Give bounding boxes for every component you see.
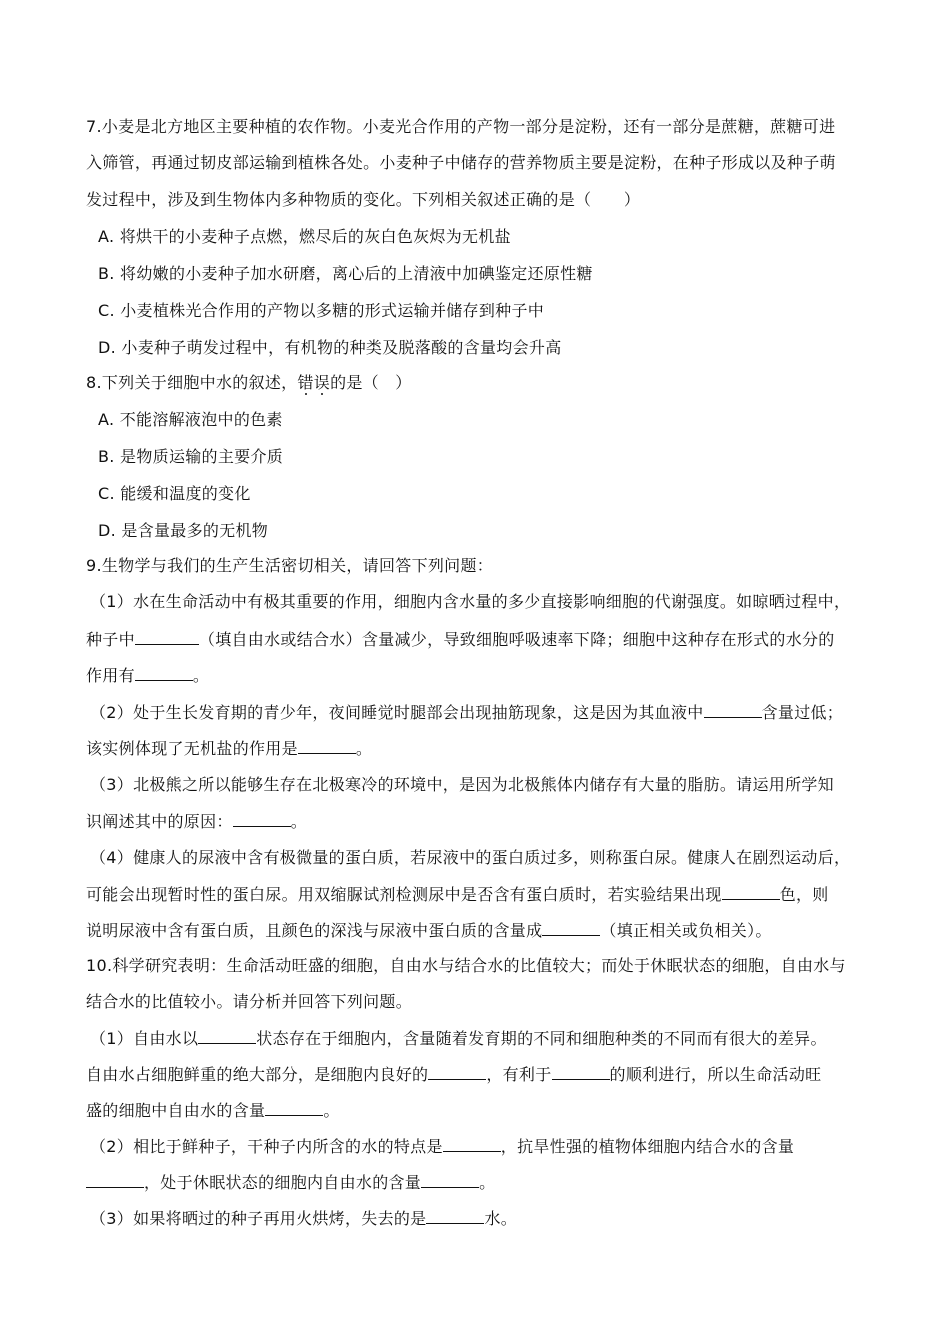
q10-stem-line-1: 10.科学研究表明：生命活动旺盛的细胞，自由水与结合水的比值较大；而处于休眠状态的细胞，自由水与 [86, 956, 846, 975]
answer-blank[interactable] [135, 665, 193, 681]
q8-option-d: D. 是含量最多的无机物 [98, 521, 269, 540]
q7-stem-line-2: 入筛管，再通过韧皮部运输到植株各处。小麦种子中储存的营养物质主要是淀粉，在种子形成以及种子萌 [86, 153, 836, 172]
q9-part4-line-3: 说明尿液中含有蛋白质，且颜色的深浅与尿液中蛋白质的含量成 （填正相关或负相关）。 [86, 921, 772, 940]
q10-part1-line-1: （1）自由水以 状态存在于细胞内，含量随着发育期的不同和细胞种类的不同而有很大的差异。 [90, 1029, 827, 1048]
answer-blank[interactable] [552, 1064, 610, 1080]
q10-stem-line-2: 结合水的比值较小。请分析并回答下列问题。 [86, 992, 413, 1011]
q9-part3-line-2: 识阐述其中的原因： 。 [86, 812, 308, 831]
q8-stem-emphasis: 错误 [297, 373, 330, 392]
answer-blank[interactable] [198, 1028, 256, 1044]
q8-option-c: C. 能缓和温度的变化 [98, 484, 251, 503]
q9-stem: 9.生物学与我们的生产生活密切相关，请回答下列问题： [86, 556, 494, 575]
q9-part3-line-1: （3）北极熊之所以能够生存在北极寒冷的环境中，是因为北极熊体内储存有大量的脂肪。请运用所学知 [90, 775, 834, 794]
answer-blank[interactable] [135, 629, 199, 645]
q10-part1-line-2: 自由水占细胞鲜重的绝大部分，是细胞内良好的 ，有利于 的顺利进行，所以生命活动旺 [86, 1065, 822, 1084]
q8-option-a: A. 不能溶解液泡中的色素 [98, 410, 283, 429]
emphasis-dots [297, 393, 330, 397]
answer-blank[interactable] [265, 1100, 323, 1116]
q10-part3-line-1: （3）如果将晒过的种子再用火烘烤，失去的是 水。 [90, 1209, 518, 1228]
q9-part1-line-1: （1）水在生命活动中有极其重要的作用，细胞内含水量的多少直接影响细胞的代谢强度。如晾晒过程中， [90, 592, 851, 611]
answer-blank[interactable] [443, 1136, 501, 1152]
q8-stem [86, 373, 868, 393]
q7-stem-line-3: 发过程中，涉及到生物体内多种物质的变化。下列相关叙述正确的是（ ） [86, 190, 641, 209]
q7-option-c: C. 小麦植株光合作用的产物以多糖的形式运输并储存到种子中 [98, 301, 545, 320]
q10-part2-line-1: （2）相比于鲜种子，干种子内所含的水的特点是 ，抗旱性强的植物体细胞内结合水的含量 [90, 1137, 795, 1156]
answer-blank[interactable] [704, 702, 762, 718]
answer-blank[interactable] [233, 811, 291, 827]
q8-option-b: B. 是物质运输的主要介质 [98, 447, 284, 466]
q9-part1-line-2: 种子中 （填自由水或结合水）含量减少，导致细胞呼吸速率下降；细胞中这种存在形式的水分的 [86, 630, 835, 649]
q9-part2-line-1: （2）处于生长发育期的青少年，夜间睡觉时腿部会出现抽筋现象，这是因为其血液中 含量过低； [90, 703, 844, 722]
answer-blank[interactable] [722, 884, 780, 900]
q8-stem-suffix: 的是（ ） [330, 373, 412, 392]
answer-blank[interactable] [542, 920, 600, 936]
q7-option-b: B. 将幼嫩的小麦种子加水研磨，离心后的上清液中加碘鉴定还原性糖 [98, 264, 593, 283]
q9-part2-line-2: 该实例体现了无机盐的作用是 。 [86, 739, 373, 758]
q8-stem-prefix: 8.下列关于细胞中水的叙述， [86, 373, 298, 392]
q9-part4-line-2: 可能会出现暂时性的蛋白尿。用双缩脲试剂检测尿中是否含有蛋白质时，若实验结果出现 色，则 [86, 885, 829, 904]
q10-part2-line-2: ，处于休眠状态的细胞内自由水的含量 。 [86, 1172, 868, 1193]
q7-stem-line-1: 7.小麦是北方地区主要种植的农作物。小麦光合作用的产物一部分是淀粉，还有一部分是蔗糖，蔗糖可进 [86, 117, 836, 136]
answer-blank[interactable] [298, 738, 356, 754]
q7-option-d: D. 小麦种子萌发过程中，有机物的种类及脱落酸的含量均会升高 [98, 338, 562, 357]
q9-part1-line-3: 作用有 。 [86, 666, 210, 685]
answer-blank[interactable] [426, 1208, 484, 1224]
q7-option-a: A. 将烘干的小麦种子点燃，燃尽后的灰白色灰烬为无机盐 [98, 227, 511, 246]
answer-blank[interactable] [428, 1064, 486, 1080]
answer-blank[interactable] [86, 1172, 144, 1188]
answer-blank[interactable] [421, 1172, 479, 1188]
q10-part1-line-3: 盛的细胞中自由水的含量 。 [86, 1101, 340, 1120]
q9-part4-line-1: （4）健康人的尿液中含有极微量的蛋白质，若尿液中的蛋白质过多，则称蛋白尿。健康人在剧烈运动后， [90, 848, 851, 867]
